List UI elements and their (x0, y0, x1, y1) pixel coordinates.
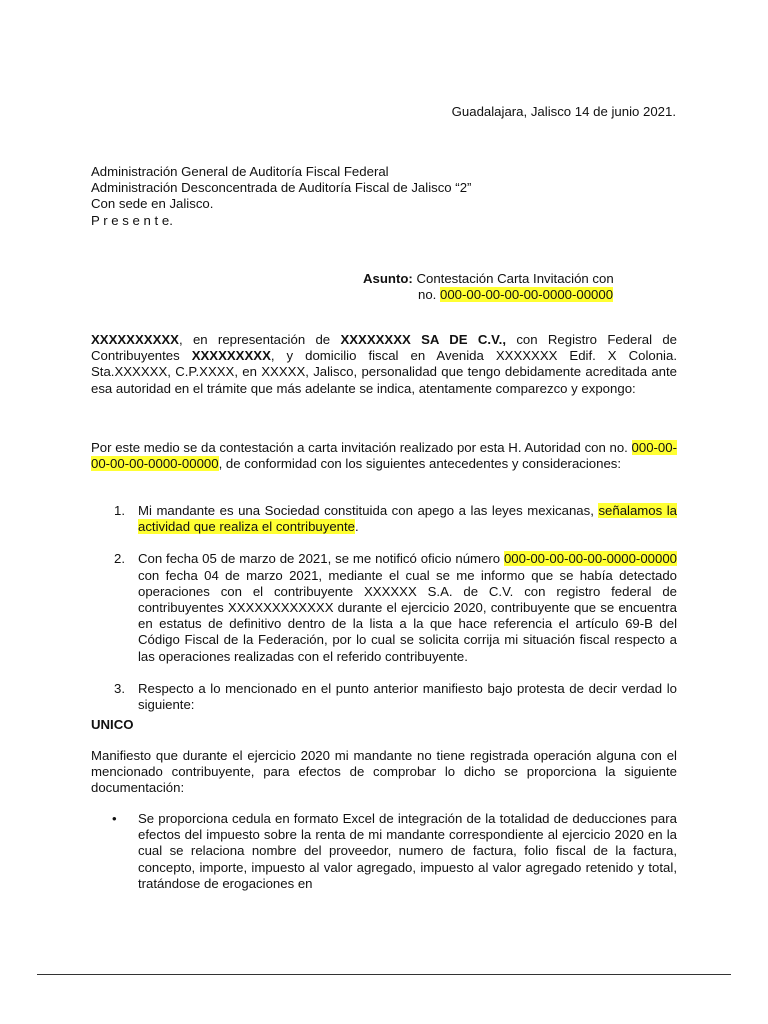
bullet-icon: • (112, 811, 117, 826)
unico-paragraph: Manifiesto que durante el ejercicio 2020 mi mandante no tiene registrada operación alguna con el mencionado contribuyente, para efectos de comprobar lo dicho se proporciona la siguiente documentación: (91, 748, 677, 796)
company-rfc: XXXXXXXXX (191, 348, 271, 364)
numbered-list (91, 503, 677, 729)
intro-paragraph (91, 332, 677, 397)
bullet-text: Se proporciona cedula en formato Excel de integración de la totalidad de deducciones para efectos del impuesto sobre la renta de mi mandante correspondiente al ejercicio 2020 en la cual se relaciona nombre del proveedor, numero de factura, folio fiscal de la factura, concepto, importe, impuesto al valor agregado, impuesto al valor agregado retenido y total, tratándose de erogaciones en (138, 811, 677, 891)
addressee-line-3: Con sede en Jalisco. (91, 196, 214, 212)
addressee-line-1: Administración General de Auditoría Fiscal Federal (91, 164, 389, 179)
bullet-item (91, 811, 677, 892)
list-item-highlight: señalamos la actividad que realiza el contribuyente (138, 503, 677, 535)
intro-text-2: con Registro Federal de Contribuyentes (91, 332, 678, 364)
subject-block (363, 271, 614, 303)
list-item (91, 681, 677, 713)
subject-text: Contestación Carta Invitación con (416, 271, 614, 286)
list-item-text-end: . (355, 519, 359, 535)
response-number: 000-00-00-00-00-0000-00000 (91, 440, 677, 472)
list-item-highlight: 000-00-00-00-00-0000-00000 (503, 551, 677, 567)
list-item-text-end: con fecha 04 de marzo 2021, mediante el cual se me informo que se había detectado operaciones con el contribuyente XXXXXX S.A. de C.V. con registro federal de contribuyentes XXXXXXXXXXXX durante el ejercicio 2020, contribuyente que se encuentra en estatus de definitivo dentro de la lista a la que hace referencia el artículo 69-B del Código Fiscal de la Federación, por lo cual se solicita corrija mi situación fiscal respecto a las operaciones realizadas con el referido contribuyente. (138, 567, 677, 664)
subject-number: 000-00-00-00-00-0000-00000 (440, 287, 614, 303)
subject-no-prefix: no. (418, 287, 437, 303)
addressee-line-2: Administración Desconcentrada de Auditoría Fiscal de Jalisco “2” (91, 180, 472, 196)
subject-label: Asunto: (363, 271, 413, 286)
list-item-text: Con fecha 05 de marzo de 2021, se me notificó oficio número (138, 551, 504, 567)
response-text-2: , de conformidad con los siguientes antecedentes y consideraciones: (218, 456, 622, 472)
intro-text-3: , y domicilio fiscal en Avenida XXXXXXX Edif. X Colonia. Sta.XXXXXX, C.P.XXXX, en XXXXX, Jalisco, personalidad que tengo debidamente acreditada ante esa autoridad en el trámite que más adelante se indica, atentamente comparezco y expongo: (91, 348, 677, 396)
representative-name: XXXXXXXXXX (91, 332, 179, 347)
page-bottom-divider (37, 974, 731, 975)
response-paragraph (91, 440, 677, 472)
company-name: XXXXXXXX SA DE C.V., (340, 332, 507, 347)
intro-text-1: , en representación de (178, 332, 341, 347)
addressee-block (91, 164, 471, 229)
document-date: Guadalajara, Jalisco 14 de junio 2021. (451, 104, 676, 119)
addressee-line-4: P r e s e n t e. (91, 212, 173, 228)
bullet-list (91, 811, 677, 892)
list-item-text: Respecto a lo mencionado en el punto anterior manifiesto bajo protesta de decir verdad lo siguiente: (138, 680, 677, 713)
list-item-number: 1. (114, 503, 125, 518)
response-text-1: Por este medio se da contestación a carta invitación realizado por esta H. Autoridad con no. (91, 440, 632, 455)
list-item-text: Mi mandante es una Sociedad constituida con apego a las leyes mexicanas, (138, 503, 599, 518)
list-item-number: 3. (114, 680, 125, 696)
list-item (91, 551, 677, 664)
unico-heading: UNICO (91, 717, 134, 732)
list-item-number: 2. (114, 551, 125, 567)
list-item (91, 503, 677, 535)
